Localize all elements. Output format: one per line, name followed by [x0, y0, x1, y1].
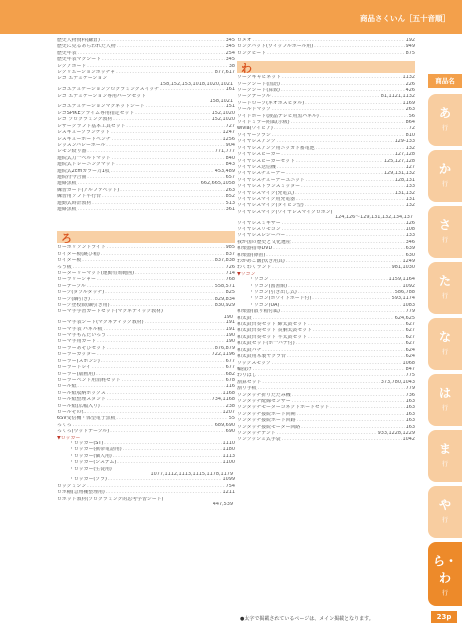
index-entry — [57, 207, 235, 213]
entry-label: 和楽器(散り箱付属) — [237, 309, 280, 315]
entry-label: ワックスモップ — [237, 360, 271, 366]
entry-pages: 775 — [405, 373, 415, 379]
entry-pages: 624 — [405, 347, 415, 353]
entry-label: ・ロッカー(個人用) — [69, 453, 112, 459]
entry-label: ローテーブル — [57, 283, 86, 289]
entry-label: レスキューブランケット — [57, 130, 111, 136]
entry-pages: 131 — [405, 196, 415, 202]
entry-label: ロール紙整理スタンド — [57, 397, 106, 403]
entry-label: 和太鼓セット(ホ一バナ付) — [237, 341, 295, 347]
entry-label: ▼ロッカー — [57, 435, 81, 441]
entry-label: ワードローブ(ネオボスピダル) — [237, 100, 305, 106]
entry-pages: 191 — [225, 326, 235, 332]
entry-pages: 1168 — [222, 390, 235, 396]
entry-pages: 373,780,1043 — [380, 379, 415, 385]
entry-pages: 852 — [225, 194, 235, 200]
entry-pages: 722,1196 — [211, 352, 235, 358]
entry-label: ワイヤレスチューナー — [237, 171, 286, 177]
entry-label: ローラーあそびセット — [57, 345, 106, 351]
entry-label: ワンタッチ接続ボード同期 — [237, 411, 296, 417]
entry-label: ワンタッチ配線センサー — [237, 398, 291, 404]
entry-pages: 627 — [405, 334, 415, 340]
entry-pages: 727 — [225, 123, 235, 129]
entry-label: ワイヤレスアンプ — [237, 139, 276, 145]
entry-pages: 830,929 — [214, 303, 235, 309]
entry-pages: 152,1020 — [211, 117, 235, 123]
entry-label: wivia(ワイビア) — [237, 126, 273, 132]
index-column-right — [237, 38, 415, 444]
entry-label: ろくろ — [57, 422, 72, 428]
entry-label: レクアボード — [57, 63, 87, 69]
entry-label: ローラーベント用消耗セット — [57, 377, 121, 383]
entry-label: わくわくランド — [237, 265, 272, 271]
entry-label: ロイター板 — [57, 258, 82, 264]
entry-pages: 677 — [225, 365, 235, 371]
entry-label: ワイドミラー附属(示板) — [237, 120, 290, 126]
entry-label: ・ワゴン(引き出し式) — [249, 290, 297, 296]
entry-label: ワイヤレスチューナーユニット — [237, 177, 305, 183]
tab-a[interactable]: あ 行 — [428, 94, 462, 146]
entry-label: ワイヤレス送信機 — [237, 164, 276, 170]
entry-pages: 161 — [225, 87, 235, 93]
entry-label: ・ワゴン(ホワイトボード付) — [249, 296, 312, 302]
entry-pages: 586,788 — [394, 290, 415, 296]
entry-label: 割り手板 — [237, 386, 257, 392]
entry-pages: 263 — [225, 187, 235, 193]
entry-label: ・ロッカー(携帯電話用) — [69, 447, 122, 453]
entry-pages: 825 — [225, 290, 235, 296]
entry-label: ローポリソントライト — [57, 245, 106, 251]
entry-label: ローマ字表 パネル板 — [57, 326, 103, 332]
entry-pages: 126 — [405, 220, 415, 226]
entry-label: 和太鼓用木製ヤグラ台 — [237, 354, 286, 360]
entry-pages: 662,665,1058 — [200, 181, 235, 187]
entry-pages: 843 — [225, 162, 235, 168]
entry-pages: 837,838 — [214, 258, 235, 264]
entry-pages: 810 — [405, 132, 415, 138]
entry-label: ワイドボード(液晶テレビ用黒パネル) — [237, 113, 319, 119]
entry-pages: 131,132 — [394, 190, 415, 196]
entry-label: レゴ プログラミング教材 — [57, 117, 113, 123]
entry-label: わりばし — [237, 373, 257, 379]
entry-label: ワイヤレスミキサー — [237, 220, 281, 226]
entry-pages: 1211 — [222, 490, 235, 496]
entry-pages: 192 — [405, 38, 415, 43]
entry-pages: 38 — [228, 63, 235, 69]
entry-label: ロール紙 — [57, 384, 77, 390]
entry-pages: 1169 — [402, 100, 415, 106]
entry-pages: 627 — [405, 328, 415, 334]
entry-label: レクリエーションボッチャ — [57, 70, 116, 76]
entry-pages: 151 — [225, 104, 235, 110]
entry-pages: 1180 — [222, 447, 235, 453]
entry-pages: 1207 — [222, 409, 235, 415]
entry-pages: 1113 — [222, 453, 235, 459]
entry-pages: 933,1228,1229 — [377, 430, 415, 436]
entry-label: ローラー(版画用) — [57, 371, 96, 377]
entry-pages: 263 — [405, 107, 415, 113]
entry-label: ・ロッカー(システム) — [69, 460, 117, 466]
column-spacer — [57, 213, 235, 227]
entry-label: 連絡黒板 — [57, 181, 77, 187]
entry-pages: 346 — [405, 239, 415, 245]
entry-pages: 1159,1164 — [388, 277, 415, 283]
entry-label: レゴエデュケーションマグネットシート — [57, 104, 145, 110]
tab-ka[interactable]: か 行 — [428, 150, 462, 202]
entry-label: ワールドマップ — [237, 107, 271, 113]
entry-label: レザークラフト基本工具セット — [57, 123, 126, 129]
entry-pages: 736 — [405, 392, 415, 398]
entry-label: ワイヤーブラシ — [237, 132, 271, 138]
entry-label: 連続式2cmカラー力1枚 — [57, 168, 110, 174]
wa-entry-list — [237, 75, 415, 444]
entry-pages: 682 — [225, 371, 235, 377]
entry-pages: 55 — [228, 416, 235, 422]
tab-ha[interactable]: は 行 — [428, 374, 462, 426]
ro-continued-list — [237, 38, 415, 57]
entry-pages: 779 — [405, 309, 415, 315]
entry-label: ローラー(スポンジ) — [57, 358, 100, 364]
entry-pages: 1100 — [222, 460, 235, 466]
entry-label: ▼ワゴン — [237, 271, 256, 277]
entry-pages: 1256 — [222, 136, 235, 142]
tab-sa[interactable]: さ 行 — [428, 206, 462, 258]
entry-label: ローラーカッター — [57, 352, 96, 358]
entry-label: 輪投げ — [237, 366, 252, 372]
entry-label: ワイヤレスマイク用充電器 — [237, 196, 296, 202]
section-header-ro — [57, 231, 235, 246]
entry-pages: 904 — [225, 142, 235, 148]
entry-label: 連続符今合曲 — [57, 174, 87, 180]
entry-pages: 345 — [225, 57, 235, 63]
entry-label: 練習用ソフト平行台 — [57, 194, 102, 200]
entry-pages: 254 — [225, 50, 235, 56]
entry-label: ワンプッシュ式手袋 — [237, 437, 281, 443]
entry-label: ローターリーマット(運動有効範囲) — [57, 271, 134, 276]
entry-pages: 1068 — [402, 360, 415, 366]
entry-pages: 949 — [405, 44, 415, 50]
entry-pages: 163 — [405, 398, 415, 404]
entry-label: ワンタッチ接続ボード回路 — [237, 418, 296, 424]
entry-label: ・ロッカー(ブラ) — [69, 477, 107, 483]
entry-pages: 163 — [405, 405, 415, 411]
entry-pages: 1077,1112,1113,1115,1178,1179 — [150, 472, 233, 477]
entry-pages: 1247 — [222, 130, 235, 136]
entry-pages: 129,131,132 — [383, 171, 415, 177]
entry-label: ワイヤレスピーカーセット — [237, 158, 295, 164]
entry-pages: 734,1168 — [211, 397, 235, 403]
entry-pages: 132 — [405, 203, 415, 209]
kana-tab-bar — [428, 94, 462, 610]
entry-pages: 453,489 — [214, 168, 235, 174]
entry-label: ロール紙収納ボックス — [57, 390, 106, 396]
entry-pages: 108 — [405, 226, 415, 232]
entry-label: ローラートレイ — [57, 365, 91, 371]
leader-dots — [78, 207, 225, 213]
entry-label: 和太鼓 — [237, 315, 252, 321]
tab-ta[interactable]: た 行 — [428, 262, 462, 314]
entry-pages: 985 — [225, 245, 235, 251]
entry-pages: 754 — [225, 483, 235, 489]
index-column-left — [57, 38, 235, 507]
entry-label: ワークシート(算数) — [237, 88, 280, 94]
entry-label: ロープ(綱引き) — [57, 296, 90, 302]
entry-label: ロメオ — [237, 38, 252, 43]
entry-label: ローマ字用カード — [57, 339, 97, 345]
entry-pages: 1132 — [402, 75, 415, 81]
entry-label: ・ワゴン(図書館) — [249, 283, 288, 289]
entry-label: ワイヤレスマイク(タイピン型) — [237, 203, 304, 209]
entry-label: 我が国の歴史と文化遺産 — [237, 239, 291, 245]
entry-pages: 226 — [405, 81, 415, 87]
tab-na[interactable]: な 行 — [428, 318, 462, 370]
section-kana-ro: ろ — [61, 232, 72, 246]
entry-label: ワンタッチ接続モーター回路 — [237, 424, 301, 430]
entry-pages: 678 — [225, 377, 235, 383]
entry-label: レゴ エデュケーション専用パーツセット — [57, 93, 147, 99]
entry-label: ロングバット(ウィッフルボール用) — [237, 44, 314, 50]
entry-pages: 1083 — [402, 302, 415, 308]
entry-pages: 133 — [405, 233, 415, 239]
entry-pages: 714 — [225, 271, 235, 276]
section-kana-wa: わ — [241, 62, 252, 76]
entry-pages: 56 — [408, 113, 415, 119]
entry-pages: 779 — [405, 386, 415, 392]
entry-pages: 238 — [225, 403, 235, 409]
entry-pages: 840 — [225, 155, 235, 161]
index-entry — [237, 51, 415, 57]
entry-label: 歴史年表 — [57, 50, 77, 56]
entry-label: 和楽器(篠笛) — [237, 252, 266, 258]
entry-label: ロイター板(跳び箱) — [57, 251, 100, 257]
entry-label: ロープ(ダブルダッチ) — [57, 290, 105, 296]
entry-pages: 630 — [405, 252, 415, 258]
entry-label: ・ワゴン — [249, 277, 269, 283]
entry-pages: 127,128 — [394, 152, 415, 158]
entry-label: ・ロッカー(生徒用) — [69, 466, 112, 472]
entry-pages: 624 — [405, 354, 415, 360]
entry-pages: 627 — [405, 322, 415, 328]
entry-label: レゴSPIKEプライム専用指定セット — [57, 110, 135, 116]
entry-pages: 152,1020 — [211, 110, 235, 116]
entry-pages: 158,152,153,1018,1020,1021 — [159, 81, 233, 87]
entry-label: ワークシート(国語) — [237, 81, 280, 87]
entry-pages: 768 — [225, 277, 235, 283]
tab-ra-wa[interactable]: ら・わ 行 — [428, 542, 462, 606]
entry-pages: 127 — [405, 164, 415, 170]
entry-label: ロープ登校数(綱引き用) — [57, 303, 110, 309]
entry-label: わかめご飯(炊き用具) — [237, 259, 285, 264]
tab-ya[interactable]: や 行 — [428, 486, 462, 538]
entry-pages: 771,777 — [214, 149, 235, 155]
entry-pages: 639 — [405, 246, 415, 252]
entry-label: ロボ棚(急角棚整理用) — [57, 490, 105, 496]
entry-pages: 689,690 — [214, 422, 235, 428]
footer-note: ●太字で掲載されているページは、メイン掲載となります。 — [240, 616, 374, 622]
section-header-wa — [237, 61, 415, 76]
entry-pages: 124,126〜129,131,132,134,137 — [334, 215, 413, 221]
entry-label: 割算セット — [237, 379, 262, 385]
entry-label: レスキューボードベンチ — [57, 136, 111, 142]
entry-pages: 190 — [223, 314, 233, 320]
page-number: 23p — [431, 611, 457, 623]
entry-label: 歴史に見るあらわれた人物 — [57, 44, 116, 50]
entry-pages: 447,539 — [212, 502, 233, 508]
entry-pages: 1249 — [402, 259, 415, 264]
entry-label: ワイヤレスレシーバー — [237, 233, 286, 239]
entry-label: ワークテーブル — [237, 94, 271, 100]
entry-pages: 981,1030 — [391, 265, 415, 271]
entry-label: ワークキャビネット — [237, 75, 282, 81]
entry-pages: 627 — [405, 341, 415, 347]
entry-label: ワイヤレストランスミッター — [237, 184, 300, 190]
entry-pages: 345 — [225, 38, 235, 43]
entry-pages: 128,131 — [394, 177, 415, 183]
entry-pages: 677 — [225, 358, 235, 364]
entry-pages: 345 — [225, 44, 235, 50]
page-header — [0, 0, 462, 34]
entry-label: レモン絞り器 — [57, 149, 87, 155]
entry-label: ワイヤレスピーカー — [237, 152, 281, 158]
entry-pages: 558,571 — [214, 283, 235, 289]
entry-label: 連動式時計教材 — [57, 200, 92, 206]
entry-pages: 81,1121,1132 — [380, 94, 415, 100]
entry-pages: 877,617 — [214, 70, 235, 76]
entry-pages: 690 — [225, 429, 235, 435]
entry-pages: 116 — [225, 384, 235, 390]
entry-label: 連続式トレーニングマット — [57, 162, 116, 168]
entry-pages: 129-133 — [394, 139, 415, 145]
entry-label: ローマ字学習カードセット(マグネティック教材) — [57, 309, 163, 315]
index-entry — [237, 437, 415, 443]
entry-pages: 657 — [225, 174, 235, 180]
entry-label: 練習カード(アルファベット) — [57, 187, 120, 193]
entry-label: ・ロッカー(ST) — [69, 440, 104, 446]
entry-label: 6SV受信機・体型電子黒板 — [57, 416, 116, 422]
entry-label: ワイヤレスマイク(ワイヤレスマイクロホン) — [237, 209, 333, 215]
entry-pages: 1042 — [402, 437, 415, 443]
entry-label: ろう板 — [57, 264, 72, 270]
entry-label: 歴史人物資料(鎌倉) — [57, 38, 100, 43]
entry-label: レゴ エデュケーション — [57, 76, 108, 82]
entry-pages: 190 — [225, 333, 235, 339]
entry-label: ロックミシン — [57, 483, 87, 489]
entry-label: ワンタッチモーターコネクトボードセット — [237, 405, 330, 411]
tab-ma[interactable]: ま 行 — [428, 430, 462, 482]
entry-label: 和太鼓バチ — [237, 347, 262, 353]
entry-label: レッスンバレーボール — [57, 142, 106, 148]
entry-label: ワイヤレスアンプ用ニッカド蓄電池 — [237, 145, 315, 151]
entry-label: 和太鼓台奏セット 長胴太鼓セット — [237, 328, 312, 334]
entry-pages: 125,127,128 — [383, 158, 415, 164]
entry-label: ローマ字もんだいろう — [57, 333, 106, 339]
entry-label: ワンタッチ折りたたみ機 — [237, 392, 291, 398]
entry-pages: 837 — [225, 251, 235, 257]
entry-label: ワイヤレスマイク(充電式) — [237, 190, 294, 196]
leader-dots — [282, 437, 402, 443]
entry-label: ワンタッチテント — [237, 430, 276, 436]
entry-pages: 864 — [405, 120, 415, 126]
entry-label: ロングビート — [237, 50, 267, 56]
entry-pages: 361 — [225, 206, 235, 212]
entry-pages: 163 — [405, 418, 415, 424]
entry-label: ロール紙(広幅入り) — [57, 403, 100, 409]
entry-pages: 163 — [405, 424, 415, 430]
re-entry-list — [57, 38, 235, 213]
entry-pages: 190 — [225, 339, 235, 345]
entry-pages: 513 — [225, 200, 235, 206]
entry-pages: 1110 — [222, 440, 235, 446]
ro-entry-list — [57, 245, 235, 507]
entry-pages: 133 — [405, 184, 415, 190]
entry-pages: 726 — [225, 264, 235, 270]
entry-pages: 72 — [408, 126, 415, 132]
entry-pages: 829,834 — [214, 296, 235, 302]
entry-pages: 163 — [405, 411, 415, 417]
section-label: 商品名 — [428, 74, 462, 88]
entry-pages: 593,1174 — [391, 296, 415, 302]
entry-label: ワイヤレスリモコン — [237, 226, 281, 232]
entry-label: 歴史年表マグシート — [57, 57, 102, 63]
entry-pages: 1099 — [222, 477, 235, 483]
entry-pages: 875 — [405, 50, 415, 56]
entry-pages: 847 — [405, 366, 415, 372]
index-entry — [57, 502, 235, 507]
entry-label: ローラリージャー — [57, 277, 96, 283]
entry-label: 和楽器指導DVD — [237, 246, 273, 252]
entry-label: 連続式力一ベルトマット — [57, 155, 111, 161]
entry-pages: 426 — [405, 88, 415, 94]
entry-pages: 876,879 — [214, 345, 235, 351]
entry-label: 和太鼓台奏セット 平太鼓セット — [237, 334, 308, 340]
entry-label: レゴエデュケーションプログラミングスイッチ — [57, 87, 160, 93]
entry-label: ロボット教材(プログラミング的思考学習シート) — [57, 496, 164, 502]
entry-label: ロールその仁 — [57, 409, 87, 415]
entry-pages: 158,1021 — [209, 99, 233, 105]
index-title: 商品さくいん［五十音順］ — [360, 14, 450, 23]
entry-pages: 191 — [225, 320, 235, 326]
entry-label: ローマ字表シート(マグネティック教材) — [57, 320, 144, 326]
entry-pages: 132 — [405, 145, 415, 151]
entry-pages: 1092 — [402, 283, 415, 289]
entry-label: 和太鼓台奏セット 締太鼓セット — [237, 322, 308, 328]
leader-dots — [267, 51, 405, 57]
entry-pages: 624,625 — [394, 315, 415, 321]
entry-label: ろくろ(ウッドテーブル) — [57, 429, 110, 435]
entry-label: 連絡黒板 — [57, 206, 77, 212]
entry-label: ・ワゴン(UA) — [249, 302, 280, 308]
